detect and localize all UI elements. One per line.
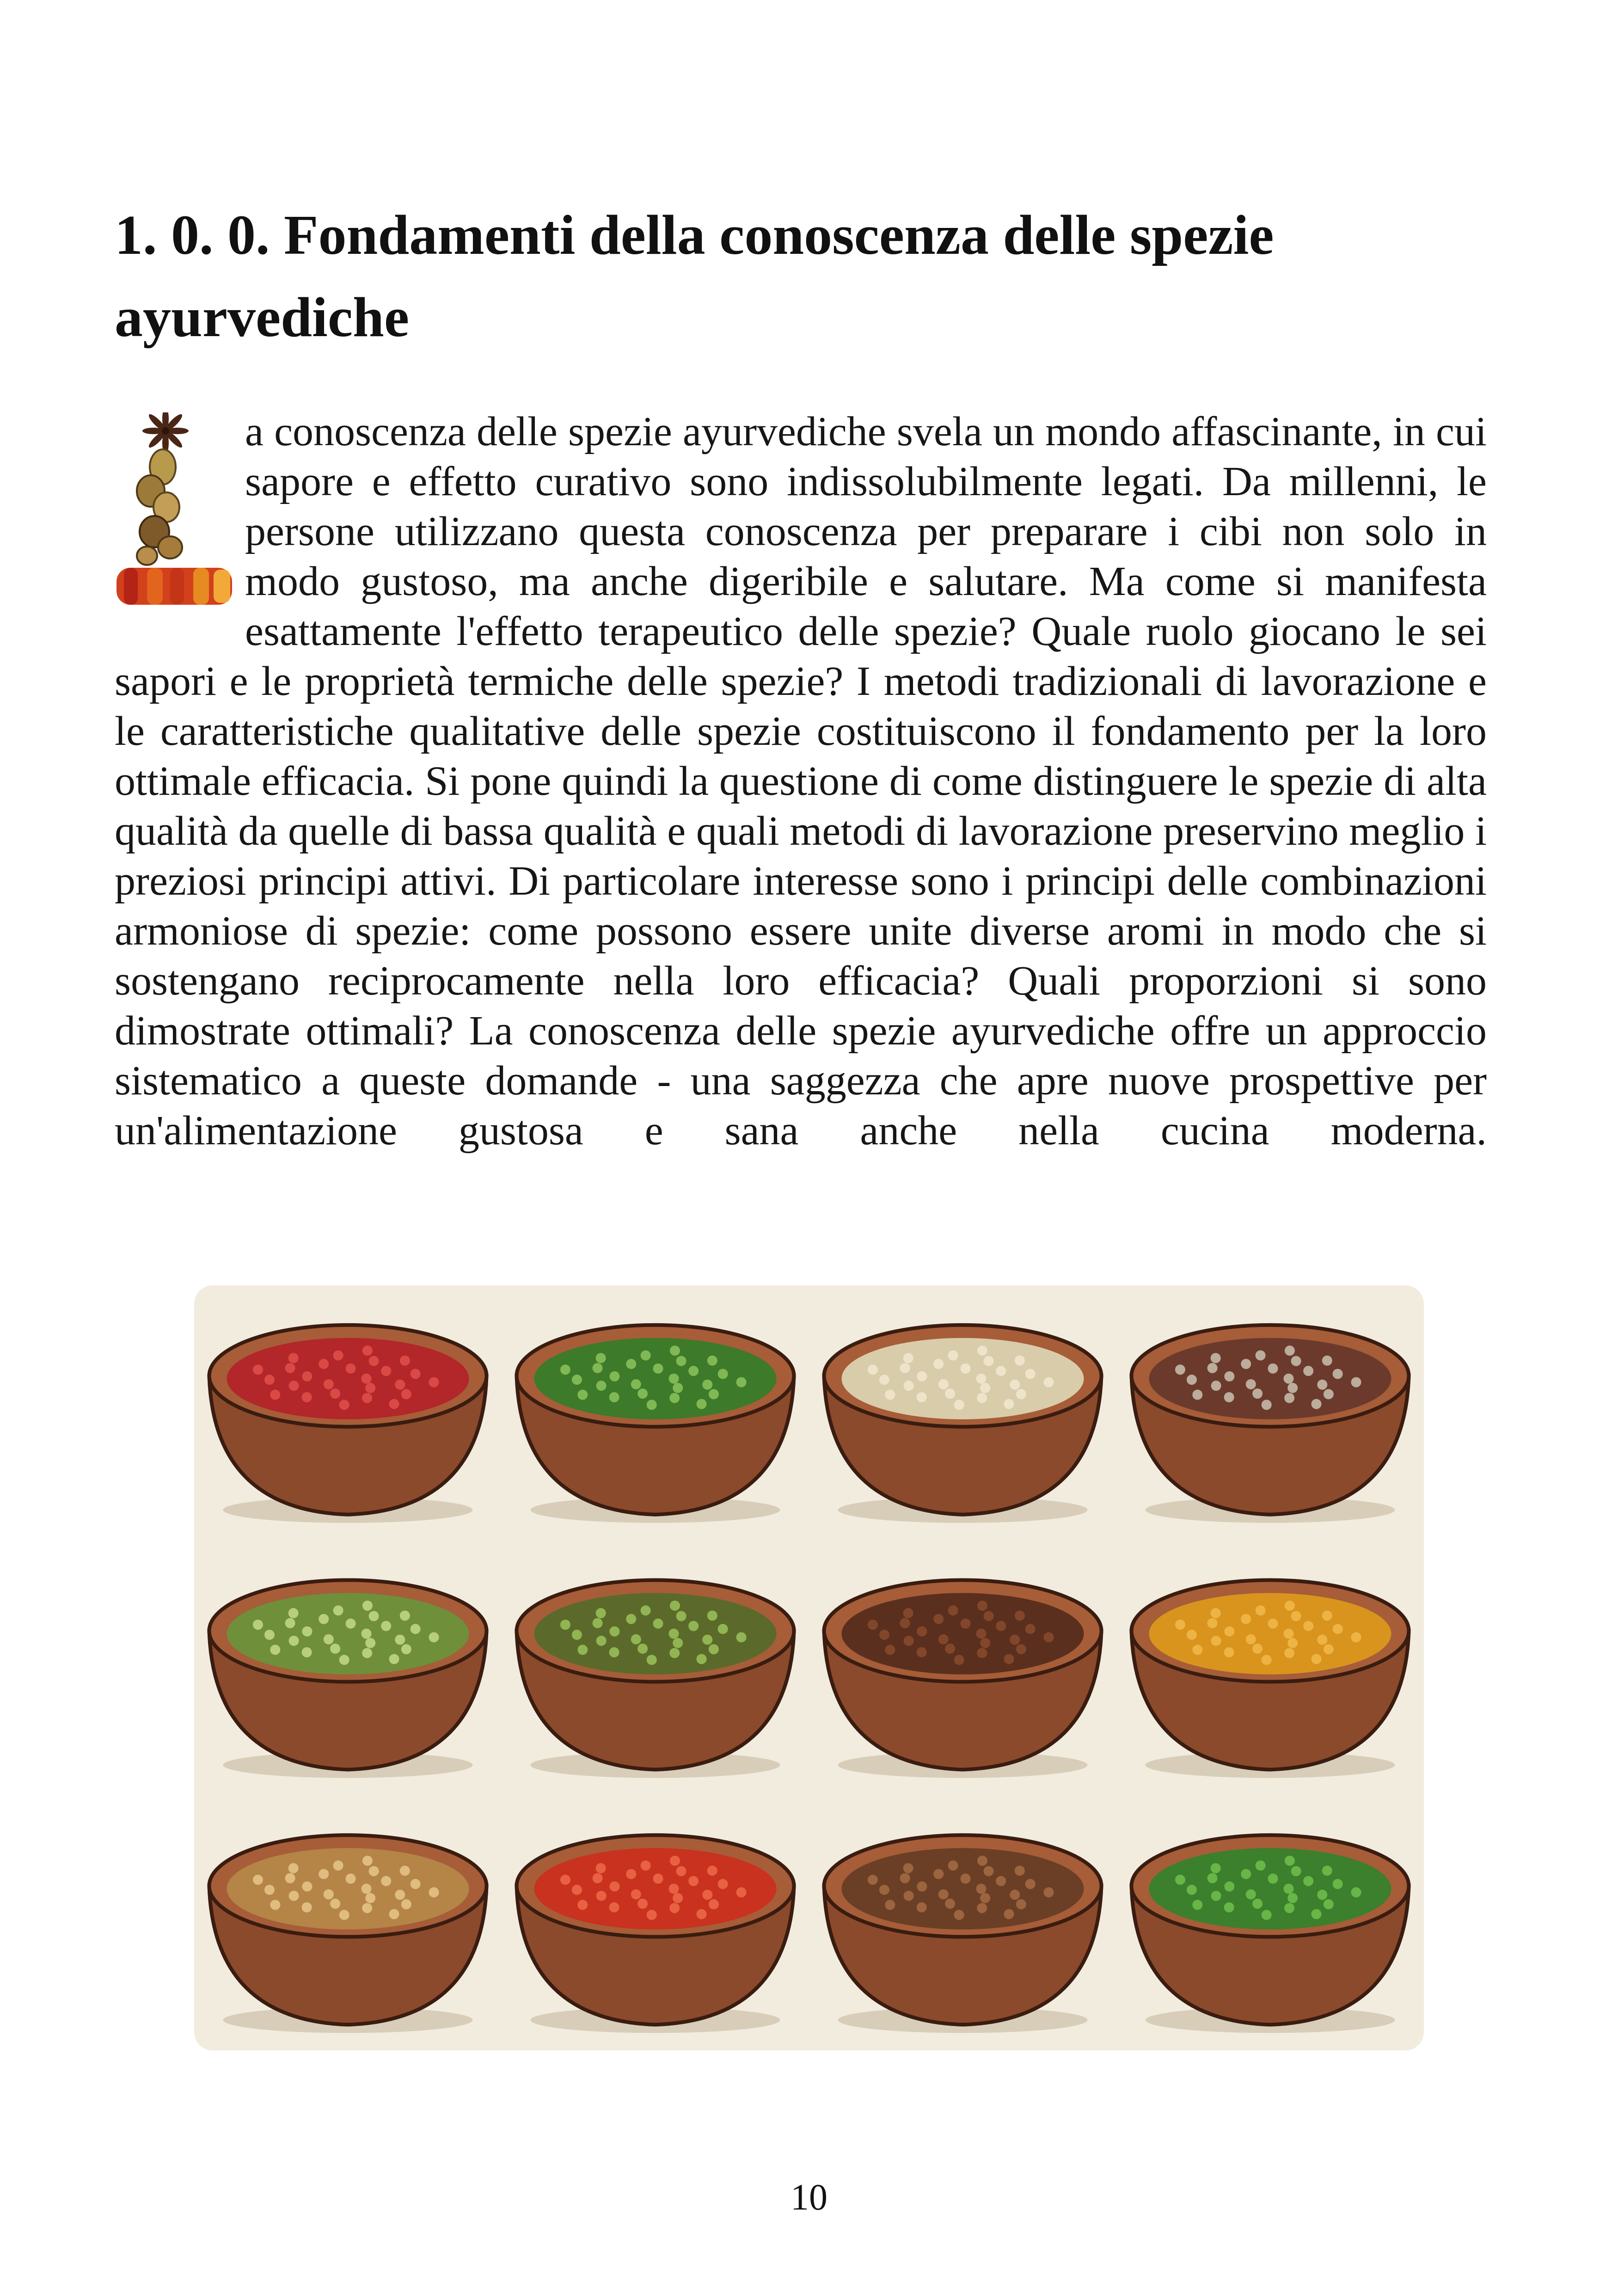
section-heading: 1. 0. 0. Fondamenti della conoscenza delle spezie ayurvediche	[115, 204, 1274, 349]
decorative-drop-cap	[115, 412, 234, 611]
page-number: 10	[791, 2177, 827, 2218]
paragraph-text: a conoscenza delle spezie ayurvediche svela un mondo affascinante, in cui sapore e effetto curativo sono indissolubilmente legati. Da millenni, le persone utilizzano questa conoscenza per preparare i cibi non solo in modo gustoso, ma anche digeribile e salutare. Ma come si manifesta esattamente l'effetto terapeutico delle spezie? Quale ruolo giocano le sei sapori e le proprietà termiche delle spezie? I metodi tradizionali di lavorazione e le caratteristiche qualitative delle spezie costituiscono il fondamento per la loro ottimale efficacia. Si pone quindi la questione di come distinguere le spezie di alta qualità da quelle di bassa qualità e quali metodi di lavorazione preservino meglio i preziosi principi attivi. Di particolare interesse sono i principi delle combinazioni armoniose di spezie: come possono essere unite diverse aromi in modo che si sostengano reciprocamente nella loro efficacia? Quali proporzioni si sono dimostrate ottimali? La conoscenza delle spezie ayurvediche offre un approccio sistematico a queste domande - una saggezza che apre nuove prospettive per un'alimentazione gustosa e sana anche nella cucina moderna.	[115, 409, 1487, 1154]
spice-bowls-illustration	[194, 1285, 1424, 2050]
spice-bowls-figure	[194, 1285, 1424, 2050]
intro-paragraph-block	[115, 407, 1487, 1156]
star-anise-icon	[142, 412, 189, 454]
